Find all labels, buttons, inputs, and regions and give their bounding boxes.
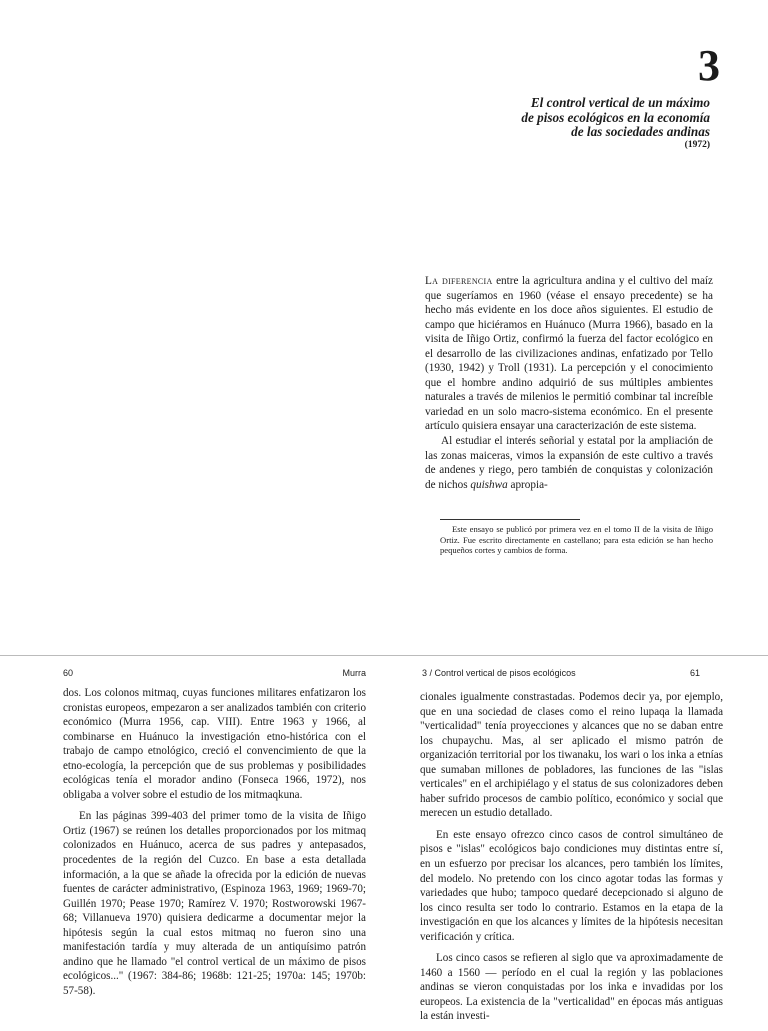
paragraph: En este ensayo ofrezco cinco casos de control simultáneo de pisos e "islas" ecológicos bajo condiciones muy distintas entre sí, en un esfuerzo por precisar los alcances, pero también los límites, del modelo. No pretendo con los cinco agotar todas las formas y variedades que hubo; tampoco quedaré decepcionado si alguno de los cinco resulta ser todo lo contrario. Estamos en la etapa de la investigación en que los alcances y límites de la hipótesis necesitan verificación y crítica. bbox=[420, 828, 723, 943]
footnote bbox=[440, 524, 713, 556]
running-head-right: 3 / Control vertical de pisos ecológicos bbox=[422, 668, 576, 678]
intro-paragraph-text: apropia- bbox=[507, 478, 548, 491]
footnote-text: Este ensayo se publicó por primera vez en el tomo II de la visita de Iñigo Ortiz. Fue escrito directamente en castellano; para esta edición se han hecho pequeños cortes y cambios de forma. bbox=[440, 524, 713, 556]
chapter-title-line: El control vertical de un máximo bbox=[530, 95, 710, 110]
paragraph: dos. Los colonos mitmaq, cuyas funciones militares enfatizaron los cronistas europeos, empezaron a ser analizados también con criterio económico (Murra 1956, cap. VIII). Entre 1963 y 1966, al combinarse en Huánuco la investigación etno-histórica con el trabajo de campo etnológico, creció el convencimiento de que la etno-ecología, la percepción que de sus problemas y posibilidades ecológicas tenía el morador andino (Fonseca 1966, 1972), nos obligaba a volver sobre el estudio de los mitmaqkuna. bbox=[63, 687, 366, 801]
intro-paragraph-text: entre la agricultura andina y el cultivo del maíz que sugeríamos en 1960 (véase el ensayo precedente) se ha hecho más evidente en los doce años siguientes. El estudio de campo que hiciéramos en Huánuco (Murra 1966), basado en la visita de Iñigo Ortiz, confirmó la fuerza del factor ecológico en el desarrollo de las civilizaciones andinas, enfatizado por Tello (1930, 1942) y Troll (1931). La percepción y el conocimiento que el hombre andino adquirió de sus múltiples ambientes naturales a través de milenios le permitió combinar tal increíble variedad en un solo macro-sistema económico. En el presente artículo quisiera ensayar una caracterización de este sistema. bbox=[425, 275, 713, 433]
italic-term: quishwa bbox=[470, 478, 508, 491]
chapter-title bbox=[470, 96, 710, 140]
chapter-title-line: de las sociedades andinas bbox=[571, 124, 710, 139]
chapter-number: 3 bbox=[698, 41, 720, 90]
running-head-left: Murra bbox=[342, 668, 366, 678]
paragraph: Los cinco casos se refieren al siglo que va aproximadamente de 1460 a 1560 — período en el cual la región y las poblaciones andinas se vieron conquistadas por los inka e invadidas por los europeos. La existencia de la "verticalidad" en épocas más antiguas la están investi- bbox=[420, 952, 723, 1023]
page-number-left: 60 bbox=[63, 668, 74, 678]
right-column bbox=[420, 690, 723, 1031]
intro-paragraph-text: Al estudiar el interés señorial y estatal por la ampliación de las zonas maiceras, vimos la expansión de este cultivo a través de andenes y riego, pero también de conquistas y colonización de nichos bbox=[425, 435, 713, 491]
chapter-title-line: de pisos ecológicos en la economía bbox=[521, 109, 710, 125]
footnote-rule bbox=[440, 519, 580, 520]
left-column bbox=[63, 686, 366, 1005]
paragraph: En las páginas 399-403 del primer tomo de la visita de Iñigo Ortiz (1967) se reúnen los detalles proporcionados por los mitmaq colonizados en Huánuco, acerca de sus padres y antepasados, procedentes de la región del Cuzco. En base a esta detallada información, a la que se añade la ofrecida por la edición de nuevas fuentes de carácter administrativo, (Espinoza 1963, 1969; 1969-70; Guillén 1970; Pease 1970; Ramírez V. 1970; Rostworowski 1967-68; Villanueva 1970) quisiera dedicarme a documentar mejor la hipótesis según la cual estos mitmaq no fueron sino una manifestación tardía y muy alterada de un antiquísimo patrón andino que he llamado "el control vertical de un máximo de pisos ecológicos..." (1967: 384-86; 1968b: 121-25; 1970a: 145; 1970b: 57-58). bbox=[63, 810, 366, 997]
page-divider bbox=[0, 655, 768, 656]
intro-text bbox=[425, 274, 713, 492]
lead-smallcaps: La diferencia bbox=[425, 275, 493, 287]
chapter-year: (1972) bbox=[684, 140, 710, 150]
intro-paragraph bbox=[425, 274, 713, 434]
intro-paragraph bbox=[425, 434, 713, 492]
paragraph: cionales igualmente constrastadas. Podemos decir ya, por ejemplo, que en una sociedad de clases como el reino lupaqa la llamada "verticalidad" tenía proyecciones y alcances que no se daban entre los chupaychu. Mas, al ser aplicado el mismo patrón de organización territorial por los tiwanaku, los wari o los inka a etnías que sumaban millones de pobladores, las funciones de las "islas verticales" en el archipiélago y el status de sus colonizadores deben haber sufrido procesos de cambio político, económico y social que merecen un estudio detallado. bbox=[420, 691, 723, 820]
page-number-right: 61 bbox=[689, 668, 700, 678]
